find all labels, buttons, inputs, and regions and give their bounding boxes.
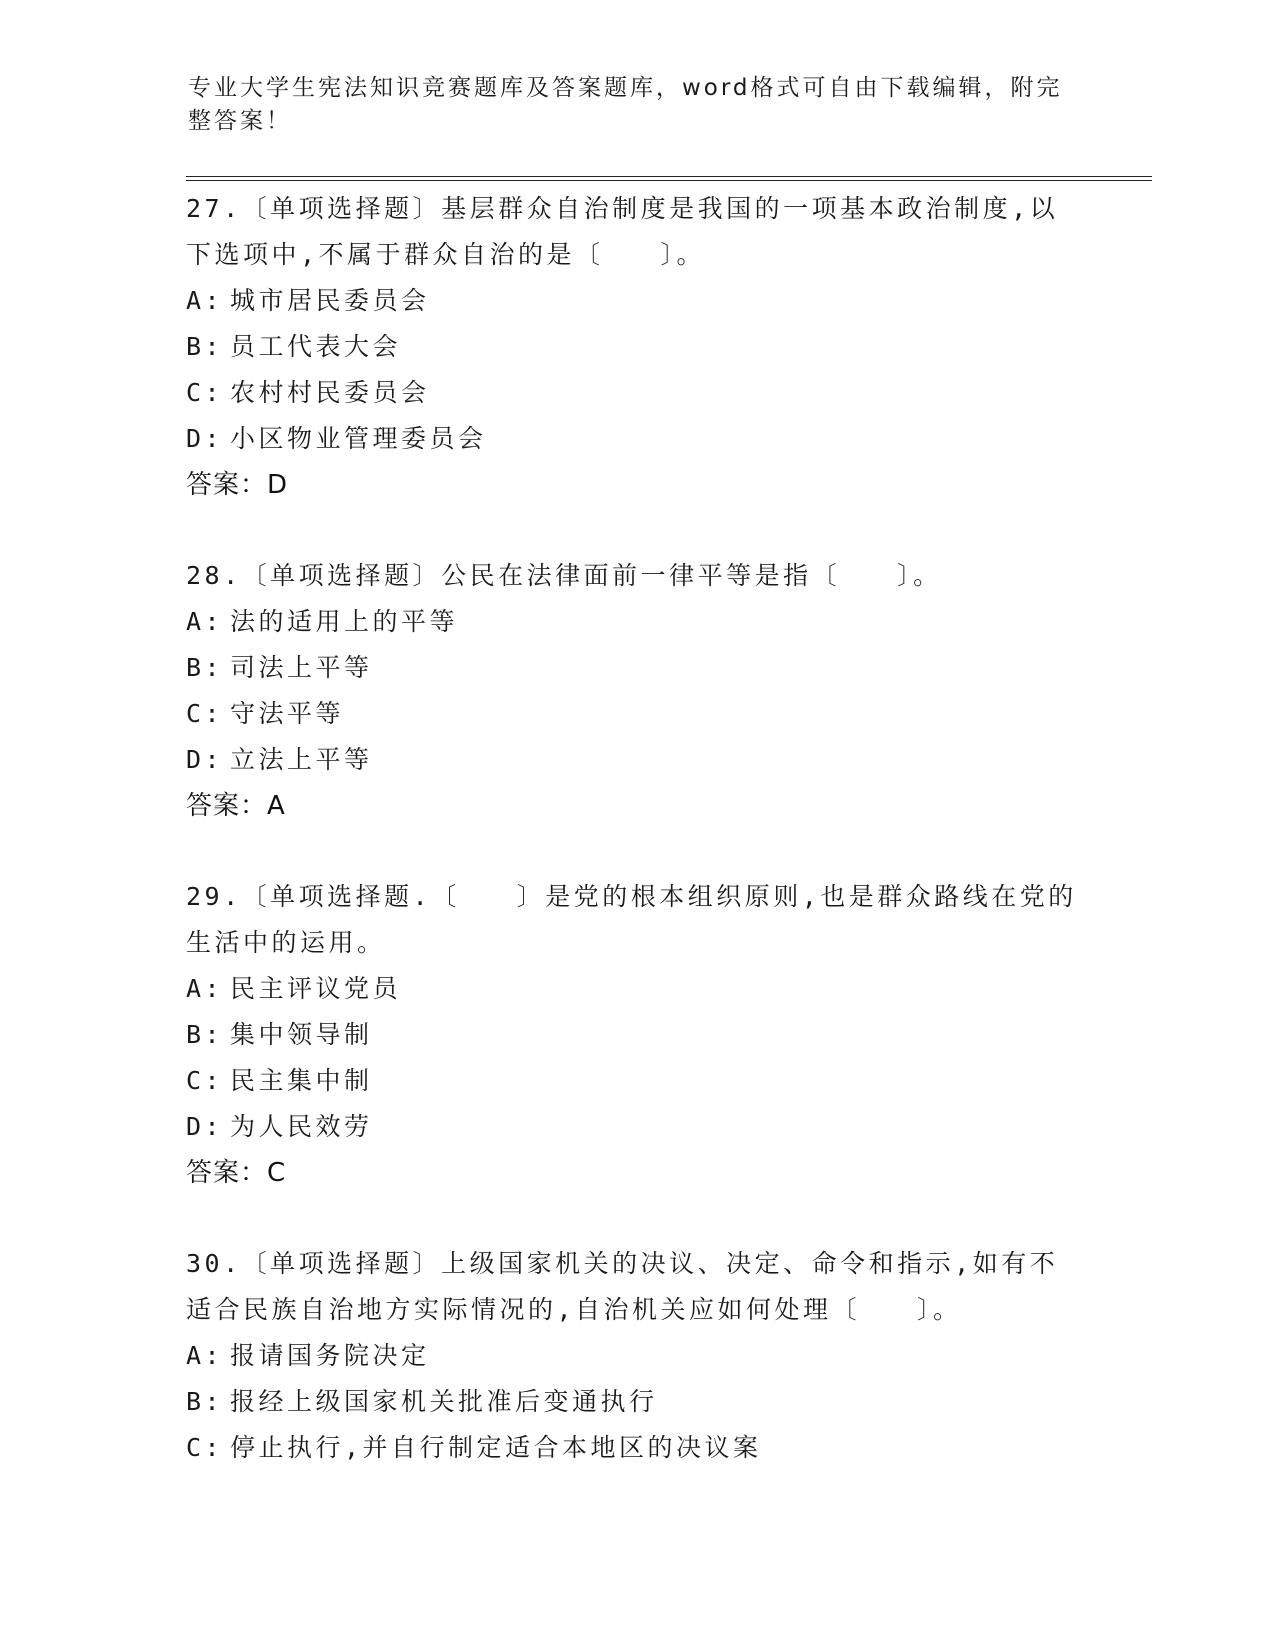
option-text: 司法上平等 bbox=[230, 653, 373, 682]
option-letter: A: bbox=[186, 286, 224, 315]
option-b bbox=[186, 1012, 1086, 1058]
option-letter: C: bbox=[186, 1433, 224, 1462]
document-header: 专业大学生宪法知识竞赛题库及答案题库，word格式可自由下载编辑，附完整答案！ bbox=[188, 75, 1063, 134]
option-text: 民主评议党员 bbox=[230, 974, 402, 1003]
option-letter: B: bbox=[186, 653, 224, 682]
option-letter: D: bbox=[186, 1112, 224, 1141]
option-c bbox=[186, 691, 1086, 737]
header-divider bbox=[186, 176, 1152, 181]
option-letter: B: bbox=[186, 332, 224, 361]
question-stem: 28.〔单项选择题〕公民在法律面前一律平等是指〔 〕。 bbox=[186, 561, 942, 590]
option-b bbox=[186, 1379, 1086, 1425]
option-b bbox=[186, 645, 1086, 691]
option-a bbox=[186, 278, 1086, 324]
option-letter: D: bbox=[186, 745, 224, 774]
question-stem: 30.〔单项选择题〕上级国家机关的决议、决定、命令和指示,如有不适合民族自治地方实际情况的,自治机关应如何处理〔 〕。 bbox=[186, 1249, 1059, 1324]
option-text: 为人民效劳 bbox=[230, 1112, 373, 1141]
option-text: 集中领导制 bbox=[230, 1020, 373, 1049]
option-letter: B: bbox=[186, 1387, 224, 1416]
option-text: 守法平等 bbox=[230, 699, 345, 728]
option-letter: D: bbox=[186, 424, 224, 453]
answer-text: 答案：C bbox=[186, 1158, 287, 1188]
option-d bbox=[186, 737, 1086, 783]
question-28 bbox=[186, 553, 1086, 829]
option-c bbox=[186, 1425, 1086, 1471]
question-30 bbox=[186, 1241, 1086, 1471]
question-stem: 29.〔单项选择题.〔 〕是党的根本组织原则,也是群众路线在党的生活中的运用。 bbox=[186, 882, 1077, 957]
option-letter: A: bbox=[186, 974, 224, 1003]
option-d bbox=[186, 1104, 1086, 1150]
option-b bbox=[186, 324, 1086, 370]
question-list bbox=[186, 186, 1086, 1516]
option-text: 员工代表大会 bbox=[230, 332, 402, 361]
option-c bbox=[186, 1058, 1086, 1104]
option-letter: C: bbox=[186, 378, 224, 407]
option-text: 城市居民委员会 bbox=[230, 286, 430, 315]
answer-text: 答案：A bbox=[186, 791, 286, 821]
option-c bbox=[186, 370, 1086, 416]
option-letter: B: bbox=[186, 1020, 224, 1049]
option-text: 立法上平等 bbox=[230, 745, 373, 774]
option-a bbox=[186, 599, 1086, 645]
option-text: 报请国务院决定 bbox=[230, 1341, 430, 1370]
option-a bbox=[186, 966, 1086, 1012]
option-letter: C: bbox=[186, 1066, 224, 1095]
option-letter: A: bbox=[186, 607, 224, 636]
question-29 bbox=[186, 874, 1086, 1196]
question-27 bbox=[186, 186, 1086, 508]
option-a bbox=[186, 1333, 1086, 1379]
option-text: 停止执行,并自行制定适合本地区的决议案 bbox=[230, 1433, 762, 1462]
answer-text: 答案：D bbox=[186, 470, 289, 500]
option-text: 民主集中制 bbox=[230, 1066, 373, 1095]
option-text: 小区物业管理委员会 bbox=[230, 424, 487, 453]
option-letter: C: bbox=[186, 699, 224, 728]
option-d bbox=[186, 416, 1086, 462]
option-text: 农村村民委员会 bbox=[230, 378, 430, 407]
question-stem: 27.〔单项选择题〕基层群众自治制度是我国的一项基本政治制度,以下选项中,不属于群众自治的是〔 〕。 bbox=[186, 194, 1059, 269]
option-letter: A: bbox=[186, 1341, 224, 1370]
option-text: 法的适用上的平等 bbox=[230, 607, 459, 636]
option-text: 报经上级国家机关批准后变通执行 bbox=[230, 1387, 658, 1416]
